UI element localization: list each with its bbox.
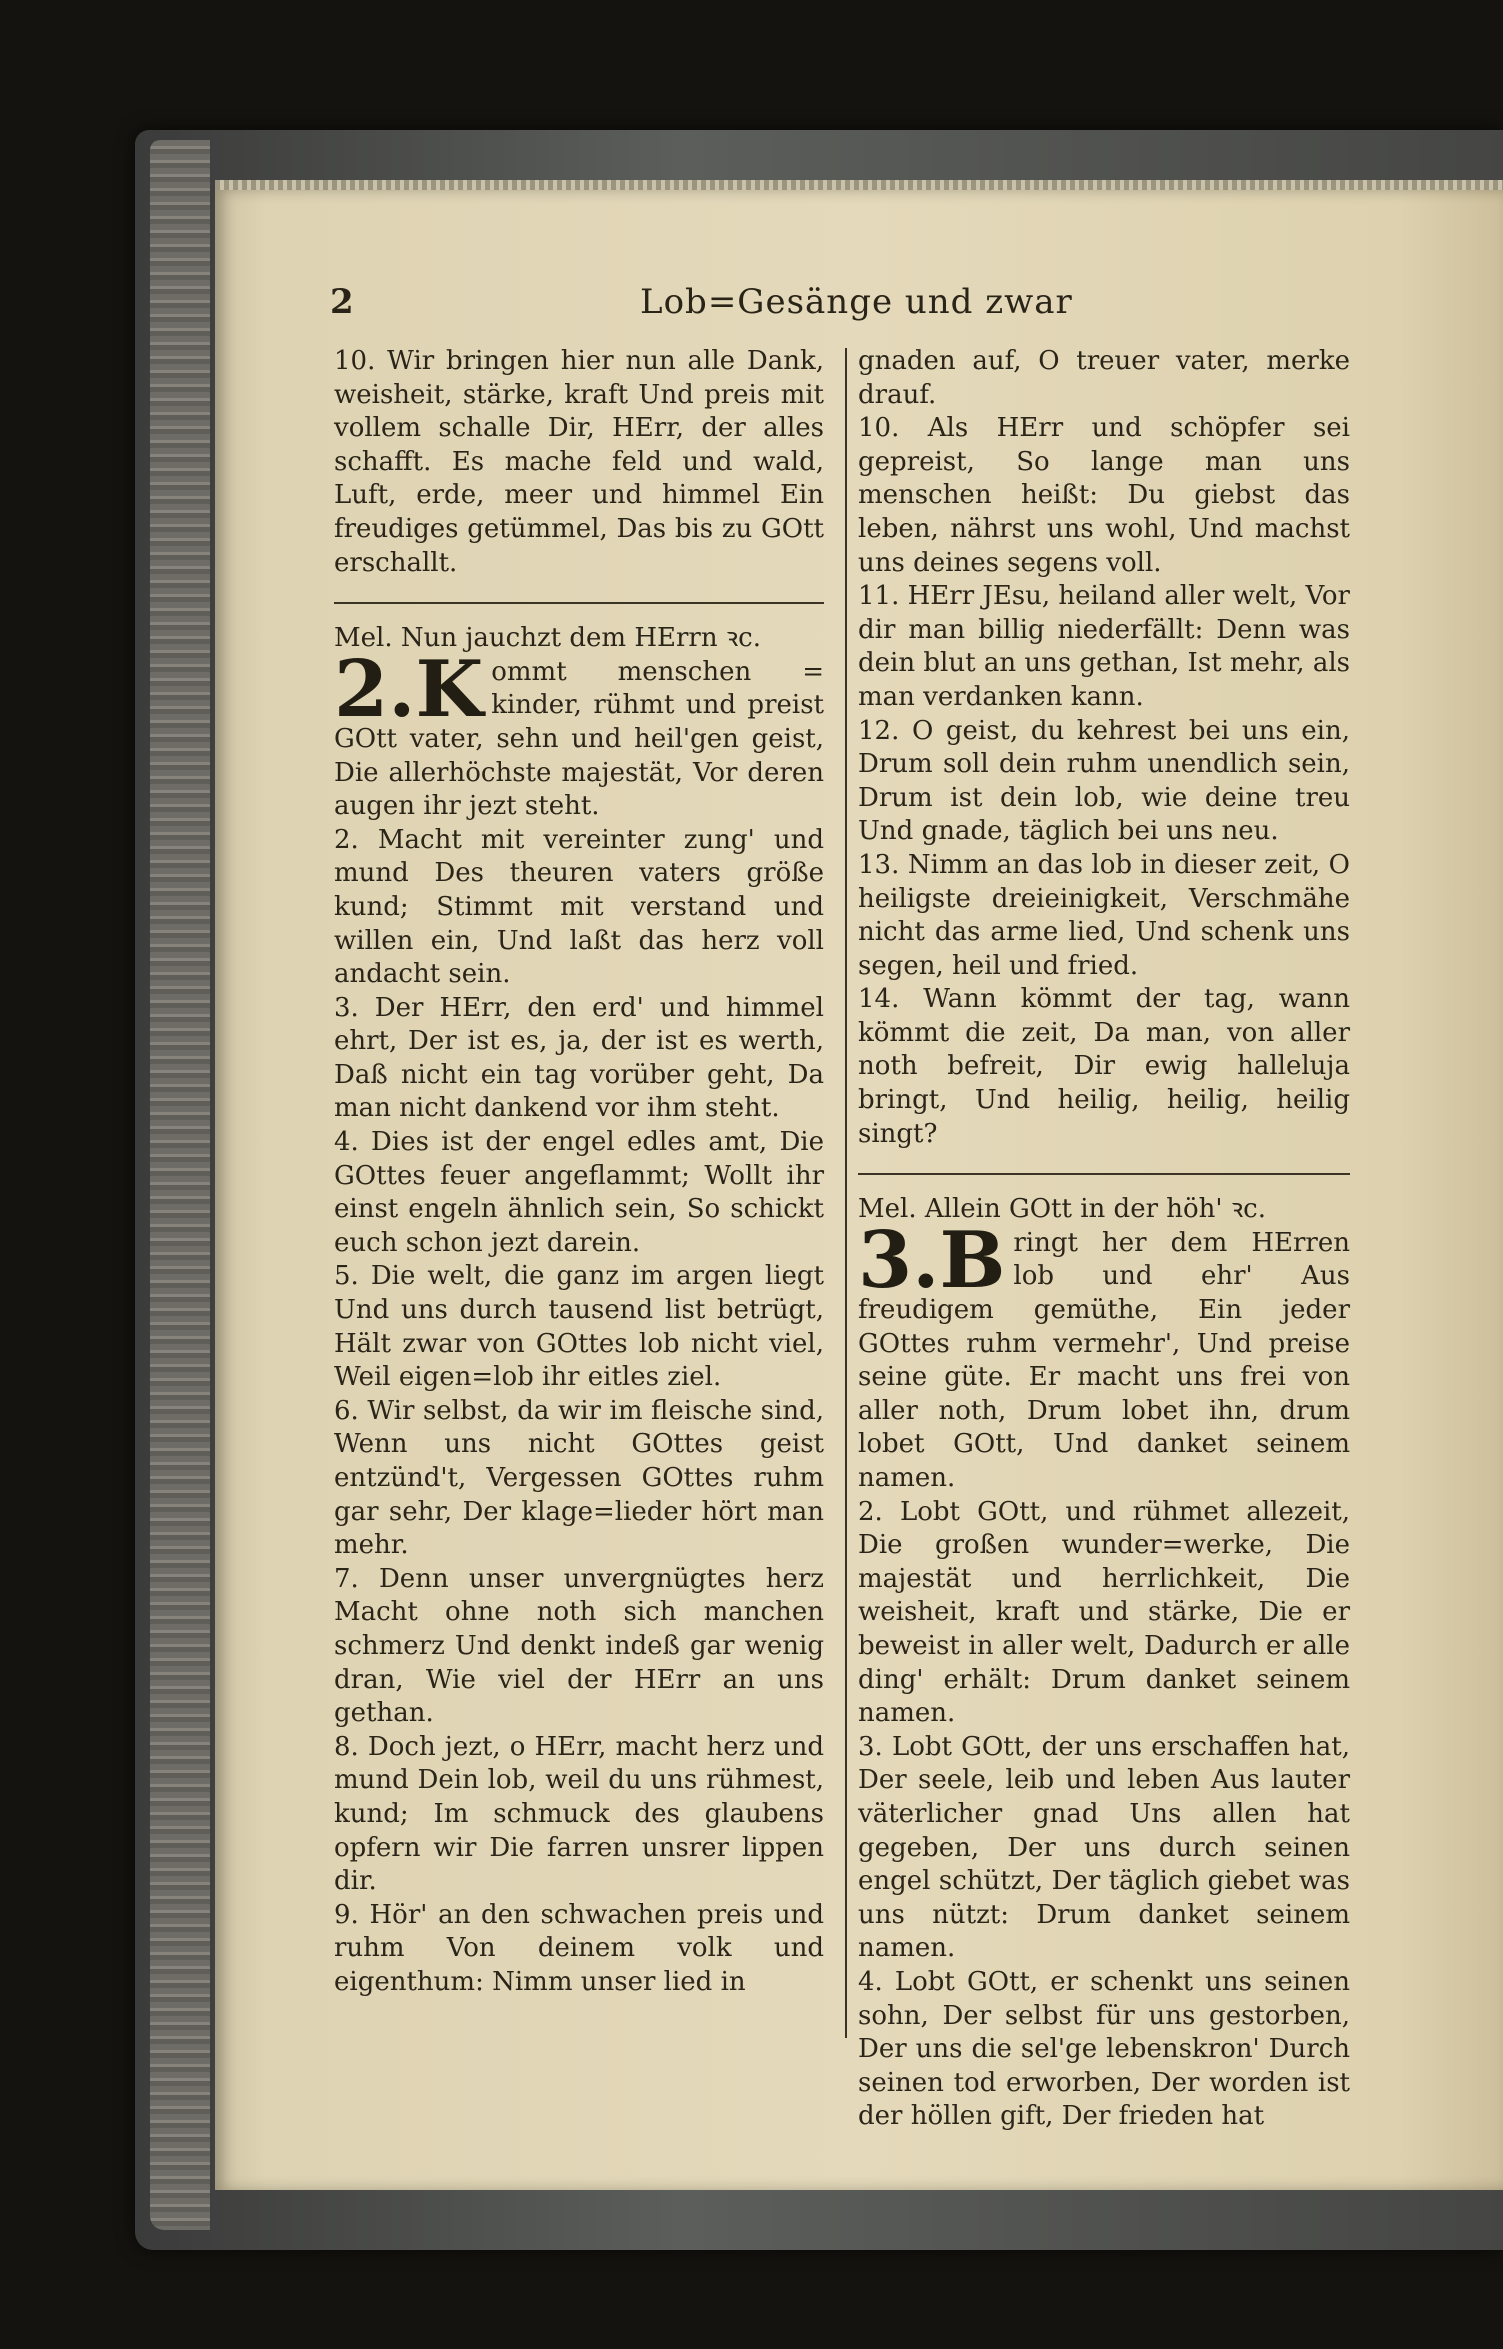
verse: 2. Macht mit vereinter zung' und mund Des theuren vaters größe kund; Stimmt mit verstand und willen ein, Und laßt das herz voll andacht sein. — [334, 824, 824, 990]
verse: 6. Wir selbst, da wir im fleische sind, Wenn uns nicht GOttes geist entzünd't, Vergessen GOttes ruhm gar sehr, Der klage=lieder hört man mehr. — [334, 1395, 824, 1561]
verse: 5. Die welt, die ganz im argen liegt Und uns durch tausend list betrügt, Hält zwar von GOttes lob nicht viel, Weil eigen=lob ihr eitles ziel. — [334, 1261, 824, 1393]
verse: 13. Nimm an das lob in dieser zeit, O heiligste dreieinigkeit, Verschmähe nicht das arme lied, Und schenk uns segen, heil und fried. — [858, 849, 1350, 981]
page-number: 2 — [330, 282, 354, 322]
running-title: Lob=Gesänge und zwar — [640, 282, 1073, 322]
verse: 4. Lobt GOtt, er schenkt uns seinen sohn, Der selbst für uns gestorben, Der uns die sel'ge lebenskron' Durch seinen tod erworben, Der worden ist der höllen gift, Der frieden hat — [858, 1966, 1350, 2132]
verse: 14. Wann kömmt der tag, wann kömmt die zeit, Da man, von aller noth befreit, Dir ewig halleluja bringt, Und heilig, heilig, heilig singt? — [858, 984, 1350, 1149]
column-divider — [845, 348, 847, 2038]
hymn-3-start — [858, 1214, 1350, 1496]
melody-line: Mel. Nun jauchzt dem HErrn ꝛc. — [334, 623, 762, 654]
verse: 12. O geist, du kehrest bei uns ein, Drum soll dein ruhm unendlich sein, Drum ist dein lob, wie deine treu Und gnade, täglich bei uns neu. — [858, 715, 1350, 847]
verse: 10. Als HErr und schöpfer sei gepreist, So lange man uns menschen heißt: Du giebst das leben, nährst uns wohl, Und machst uns deines segens voll. — [858, 413, 1350, 578]
verse: 8. Doch jezt, o HErr, macht herz und mund Dein lob, weil du uns rühmest, kund; Im schmuck des glaubens opfern wir Die farren unsrer lippen dir. — [334, 1731, 824, 1897]
page-edges — [150, 140, 210, 2230]
divider — [334, 602, 824, 604]
divider — [858, 1173, 1350, 1175]
hymn-2-text: ommt menschen = kinder, rühmt und preist GOtt vater, sehn und heil'gen geist, Die allerhöchste majestät, Vor deren augen ihr jezt steht. — [334, 656, 824, 822]
melody-line: Mel. Allein GOtt in der höh' ꝛc. — [858, 1194, 1266, 1225]
verse-10: 10. Wir bringen hier nun alle Dank, weisheit, stärke, kraft Und preis mit vollem schalle Dir, HErr, der alles schafft. Es mache feld und wald, Luft, erde, meer und himmel Ein freudiges getümmel, Das bis zu GOtt erschallt. — [334, 346, 824, 578]
right-column — [858, 345, 1350, 2134]
verse: 2. Lobt GOtt, und rühmet allezeit, Die großen wunder=werke, Die majestät und herrlichkeit, Die weisheit, kraft und stärke, Die er beweist in aller welt, Dadurch er alle ding' erhält: Drum danket seinem namen. — [858, 1496, 1350, 1729]
hymn-number: 3.B — [858, 1214, 1006, 1306]
hymn-2-start — [334, 643, 824, 824]
verse: 11. HErr JEsu, heiland aller welt, Vor dir man billig niederfällt: Denn was dein blut an uns gethan, Ist mehr, als man verdanken kann. — [858, 581, 1350, 712]
verse: 7. Denn unser unvergnügtes herz Macht ohne noth sich manchen schmerz Und denkt indeß gar wenig dran, Wie viel der HErr an uns gethan. — [334, 1563, 824, 1729]
verse: 9. Hör' an den schwachen preis und ruhm Von deinem volk und eigenthum: Nimm unser lied in — [334, 1899, 824, 1997]
verse: 3. Lobt GOtt, der uns erschaffen hat, Der seele, leib und leben Aus lauter väterlicher gnad Uns allen hat gegeben, Der uns durch seinen engel schützt, Der täglich giebet was uns nützt: Drum danket seinem namen. — [858, 1731, 1350, 1964]
verse: 4. Dies ist der engel edles amt, Die GOttes feuer angeflammt; Wollt ihr einst engeln ähnlich sein, So schickt euch schon jezt darein. — [334, 1127, 824, 1258]
hymn-number: 2.K — [334, 643, 484, 735]
verse: 3. Der HErr, den erd' und himmel ehrt, Der ist es, ja, der ist es werth, Daß nicht ein tag vorüber geht, Da man nicht dankend vor ihm steht. — [334, 992, 824, 1124]
left-column — [334, 345, 824, 2000]
continuation: gnaden auf, O treuer vater, merke drauf. — [858, 346, 1350, 410]
hymn-3-text: ringt her dem HErren lob und ehr' Aus freudigem gemüthe, Ein jeder GOttes ruhm vermehr', Und preise seine güte. Er macht uns frei von aller noth, Drum lobet ihn, drum lobet GOtt, Und danket seinem namen. — [858, 1227, 1350, 1493]
